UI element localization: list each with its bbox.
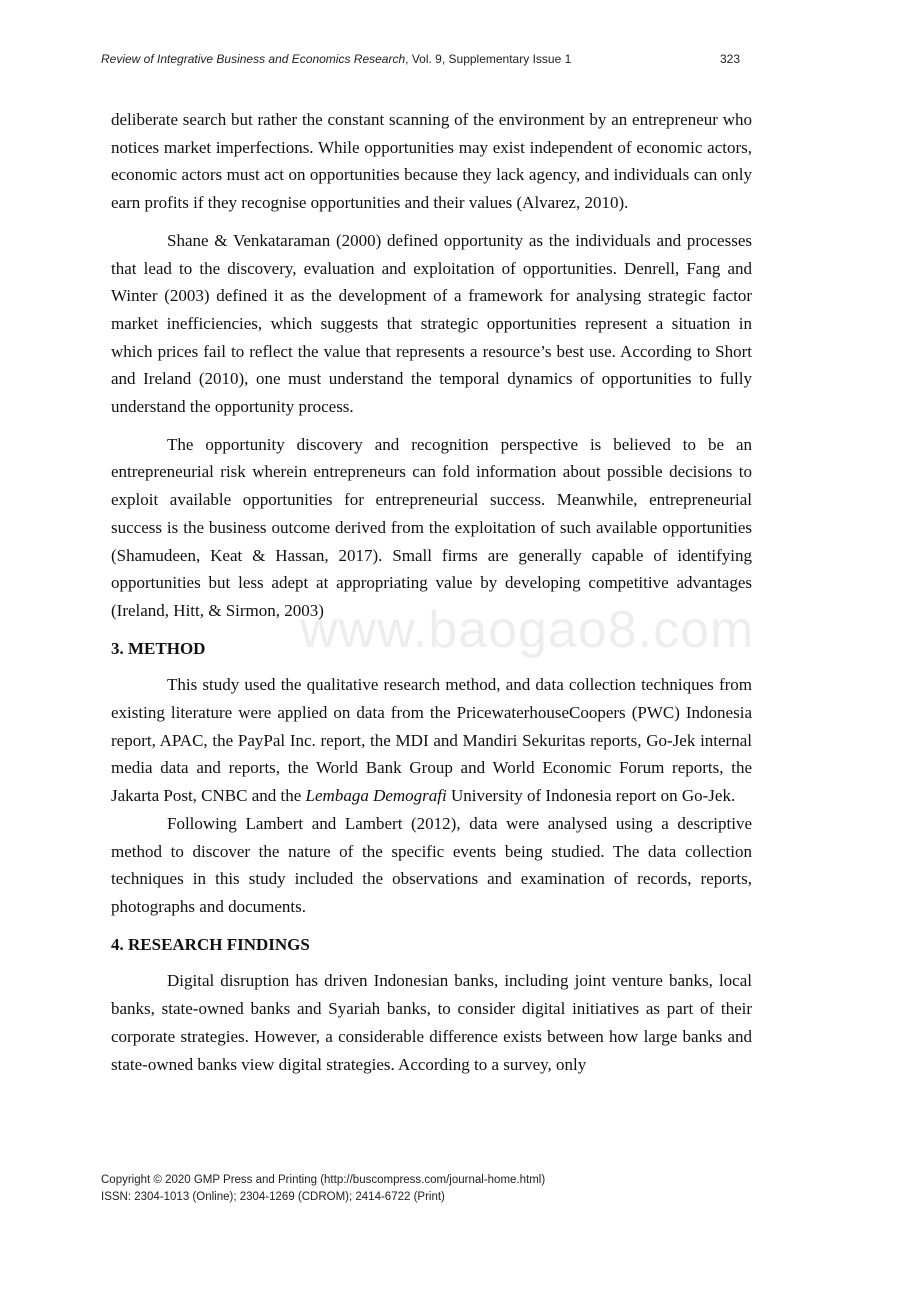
article-body (111, 106, 755, 1088)
paragraph-4 (111, 671, 752, 810)
page-footer (101, 1172, 545, 1206)
paragraph-6: Digital disruption has driven Indonesian banks, including joint venture banks, local banks, state-owned banks and Syariah banks, to consider digital initiatives as part of their corporate strategies. However, a considerable difference exists between how large banks and state-owned banks view digital strategies. According to a survey, only (111, 971, 752, 1074)
section-heading-findings: 4. RESEARCH FINDINGS (111, 934, 310, 954)
volume-info: , Vol. 9, Supplementary Issue 1 (405, 52, 572, 66)
watermark: www.baogao8.com (300, 601, 755, 659)
paragraph-5: Following Lambert and Lambert (2012), data were analysed using a descriptive method to discover the nature of the specific events being studied. The data collection techniques in this study included the observations and examination of records, reports, photographs and documents. (111, 813, 752, 916)
journal-title: Review of Integrative Business and Economics Research (101, 52, 406, 66)
paragraph-4-italic: Lembaga Demografi (305, 786, 447, 806)
page-number: 323 (720, 52, 741, 66)
section-heading-method: 3. METHOD (111, 638, 206, 658)
issn-line: ISSN: 2304-1013 (Online); 2304-1269 (CDROM); 2414-6722 (Print) (101, 1191, 445, 1203)
paragraph-1: deliberate search but rather the constant scanning of the environment by an entrepreneur who notices market imperfections. While opportunities may exist independent of economic actors, economic actors must act on opportunities because they lack agency, and individuals can only earn profits if they recognise opportunities and their values (Alvarez, 2010). (111, 110, 752, 213)
paragraph-3: The opportunity discovery and recognition perspective is believed to be an entrepreneurial risk wherein entrepreneurs can fold information about possible decisions to exploit available opportunities for entrepreneurial success. Meanwhile, entrepreneurial success is the business outcome derived from the exploitation of such available opportunities (Shamudeen, Keat & Hassan, 2017). Small firms are generally capable of identifying opportunities but less adept at appropriating value by developing competitive advantages (Ireland, Hitt, & Sirmon, 2003) (111, 434, 752, 620)
paragraph-4-text-a: This study used the qualitative research method, and data collection techniques from existing literature were applied on data from the PricewaterhouseCoopers (PWC) Indonesia report, APAC, the PayPal Inc. report, the MDI and Mandiri Sekuritas reports, Go-Jek internal media data and reports, the World Bank Group and World Economic Forum reports, the Jakarta Post, CNBC and the (111, 675, 752, 806)
paragraph-2: Shane & Venkataraman (2000) defined opportunity as the individuals and processes that lead to the discovery, evaluation and exploitation of opportunities. Denrell, Fang and Winter (2003) defined it as the development of a framework for analysing strategic factor market inefficiencies, which suggests that strategic opportunities represent a situation in which prices fail to reflect the value that represents a resource’s best use. According to Short and Ireland (2010), one must understand the temporal dynamics of opportunities to fully understand the opportunity process. (111, 230, 752, 417)
paragraph-4-text-b: University of Indonesia report on Go-Jek. (446, 786, 736, 806)
copyright-line: Copyright © 2020 GMP Press and Printing (http://buscompress.com/journal-home.html) (101, 1174, 546, 1186)
running-header (101, 52, 751, 66)
